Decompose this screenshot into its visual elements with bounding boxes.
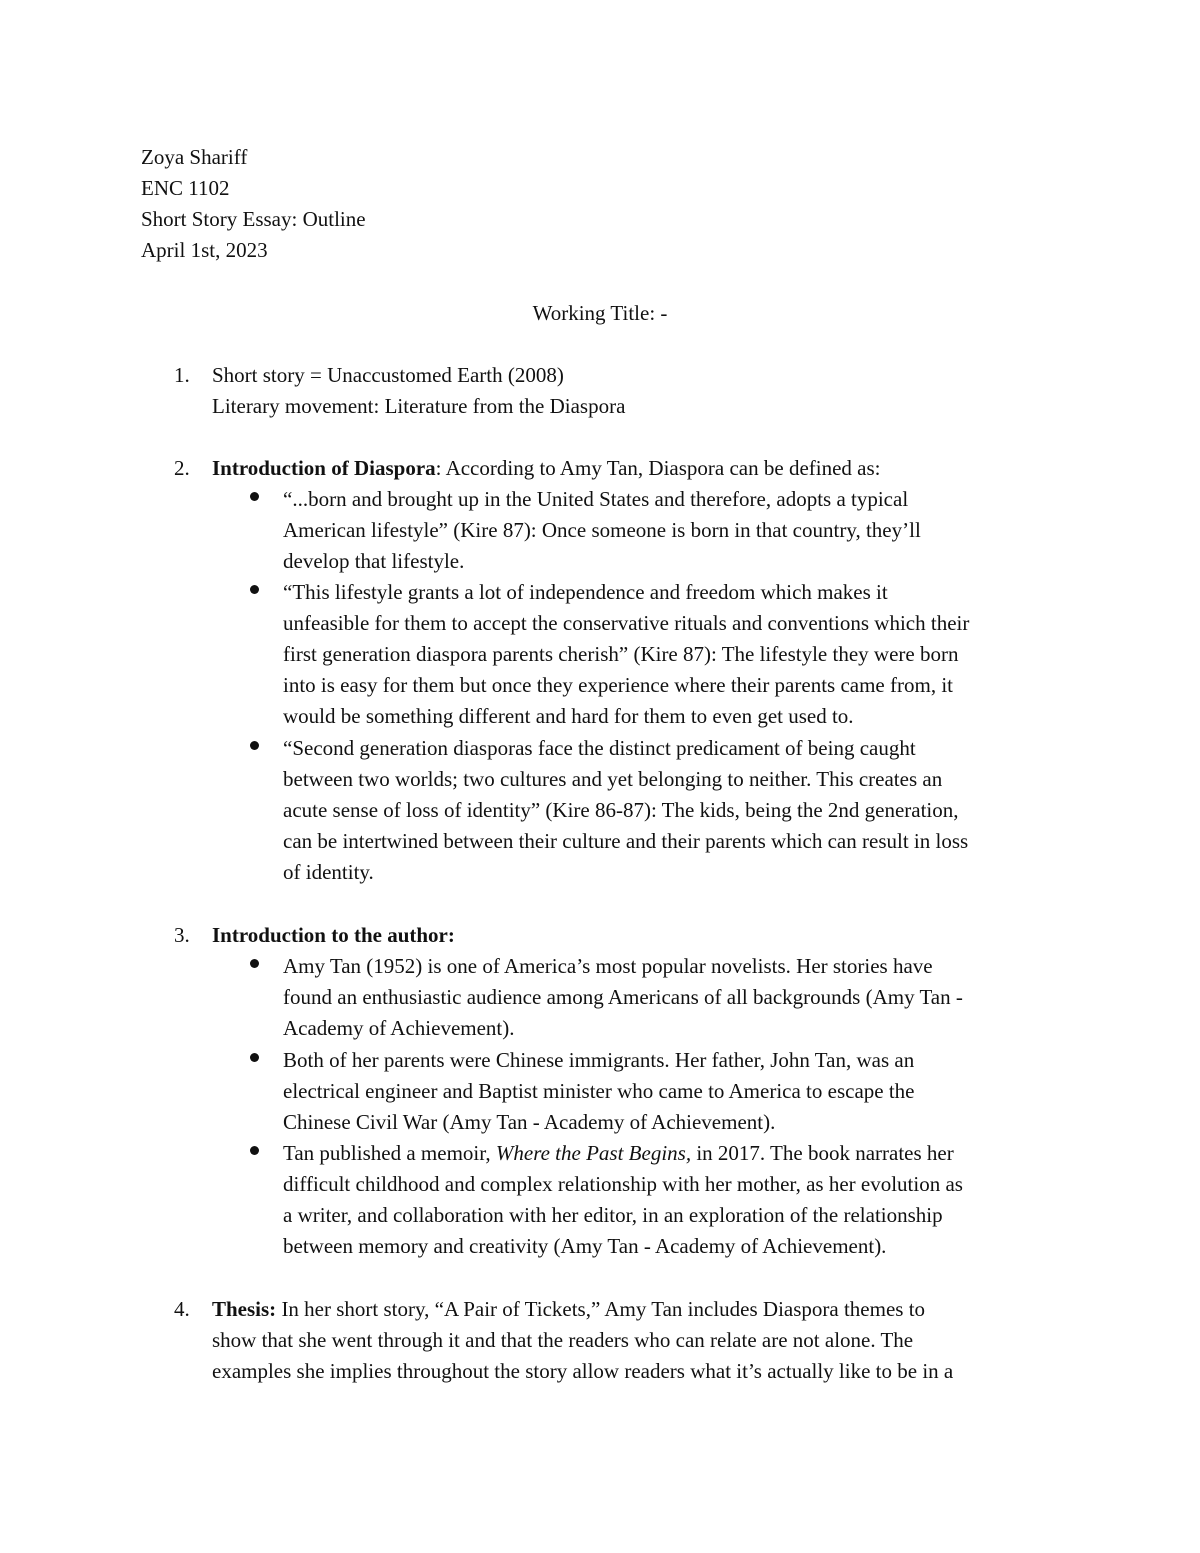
diaspora-heading-bold: Introduction of Diaspora [212, 456, 436, 480]
bullet-line: Chinese Civil War (Amy Tan - Academy of Achievement). [283, 1110, 776, 1134]
bullet-line: American lifestyle” (Kire 87): Once someone is born in that country, they’ll [283, 518, 921, 542]
bullet-line: Amy Tan (1952) is one of America’s most popular novelists. Her stories have [283, 954, 933, 978]
bullet-dot [250, 1053, 259, 1062]
bullet-line: can be intertwined between their culture and their parents which can result in loss [283, 829, 969, 853]
thesis-line [212, 1295, 925, 1323]
bullet-line: between two worlds; two cultures and yet belonging to neither. This creates an [283, 767, 943, 791]
bullet-line: difficult childhood and complex relationship with her mother, as her evolution as [283, 1172, 963, 1196]
working-title: Working Title: - [532, 301, 668, 325]
bullet-line: develop that lifestyle. [283, 549, 465, 573]
bullet-line: would be something different and hard for them to even get used to. [283, 704, 854, 728]
diaspora-heading-rest: : According to Amy Tan, Diaspora can be defined as: [435, 456, 881, 480]
memoir-line-start: Tan published a memoir, [283, 1141, 496, 1165]
bullet-line: acute sense of loss of identity” (Kire 86-87): The kids, being the 2nd generation, [283, 798, 959, 822]
thesis-text: In her short story, “A Pair of Tickets,” Amy Tan includes Diaspora themes to [276, 1297, 926, 1321]
bullet-line: unfeasible for them to accept the conservative rituals and conventions which their [283, 611, 970, 635]
list-number-3: 3. [174, 923, 190, 947]
bullet-dot [250, 585, 259, 594]
bullet-line: Both of her parents were Chinese immigrants. Her father, John Tan, was an [283, 1048, 915, 1072]
bullet-line [283, 1139, 954, 1167]
memoir-line-end: in 2017. The book narrates her [691, 1141, 954, 1165]
list-number-4: 4. [174, 1297, 190, 1321]
bullet-line: between memory and creativity (Amy Tan - Academy of Achievement). [283, 1234, 887, 1258]
author-intro-heading [212, 921, 455, 949]
bullet-line: Academy of Achievement). [283, 1016, 515, 1040]
bullet-line: electrical engineer and Baptist minister who came to America to escape the [283, 1079, 915, 1103]
course-code: ENC 1102 [141, 176, 230, 200]
bullet-line: first generation diaspora parents cherish” (Kire 87): The lifestyle they were born [283, 642, 959, 666]
thesis-label: Thesis: [212, 1297, 277, 1321]
bullet-line: a writer, and collaboration with her editor, in an exploration of the relationship [283, 1203, 943, 1227]
bullet-dot [250, 741, 259, 750]
bullet-line: “Second generation diasporas face the distinct predicament of being caught [283, 736, 916, 760]
bullet-line: of identity. [283, 860, 374, 884]
author-intro-heading-bold: Introduction to the author: [212, 923, 455, 947]
bullet-line: into is easy for them but once they experience where their parents came from, it [283, 673, 953, 697]
list-number-2: 2. [174, 456, 190, 480]
document-date: April 1st, 2023 [141, 238, 268, 262]
memoir-title: Where the Past Begins, [495, 1141, 692, 1165]
assignment-title: Short Story Essay: Outline [141, 207, 366, 231]
author-name: Zoya Shariff [141, 145, 248, 169]
diaspora-heading [212, 454, 881, 482]
bullet-line: found an enthusiastic audience among Americans of all backgrounds (Amy Tan - [283, 985, 963, 1009]
bullet-line: “This lifestyle grants a lot of independence and freedom which makes it [283, 580, 888, 604]
thesis-line: examples she implies throughout the story allow readers what it’s actually like to be in a [212, 1359, 954, 1383]
thesis-line: show that she went through it and that the readers who can relate are not alone. The [212, 1328, 914, 1352]
bullet-dot [250, 959, 259, 968]
short-story-line: Short story = Unaccustomed Earth (2008) [212, 363, 564, 387]
list-number-1: 1. [174, 363, 190, 387]
bullet-dot [250, 492, 259, 501]
bullet-dot [250, 1146, 259, 1155]
bullet-line: “...born and brought up in the United States and therefore, adopts a typical [283, 487, 909, 511]
literary-movement-line: Literary movement: Literature from the Diaspora [212, 394, 626, 418]
